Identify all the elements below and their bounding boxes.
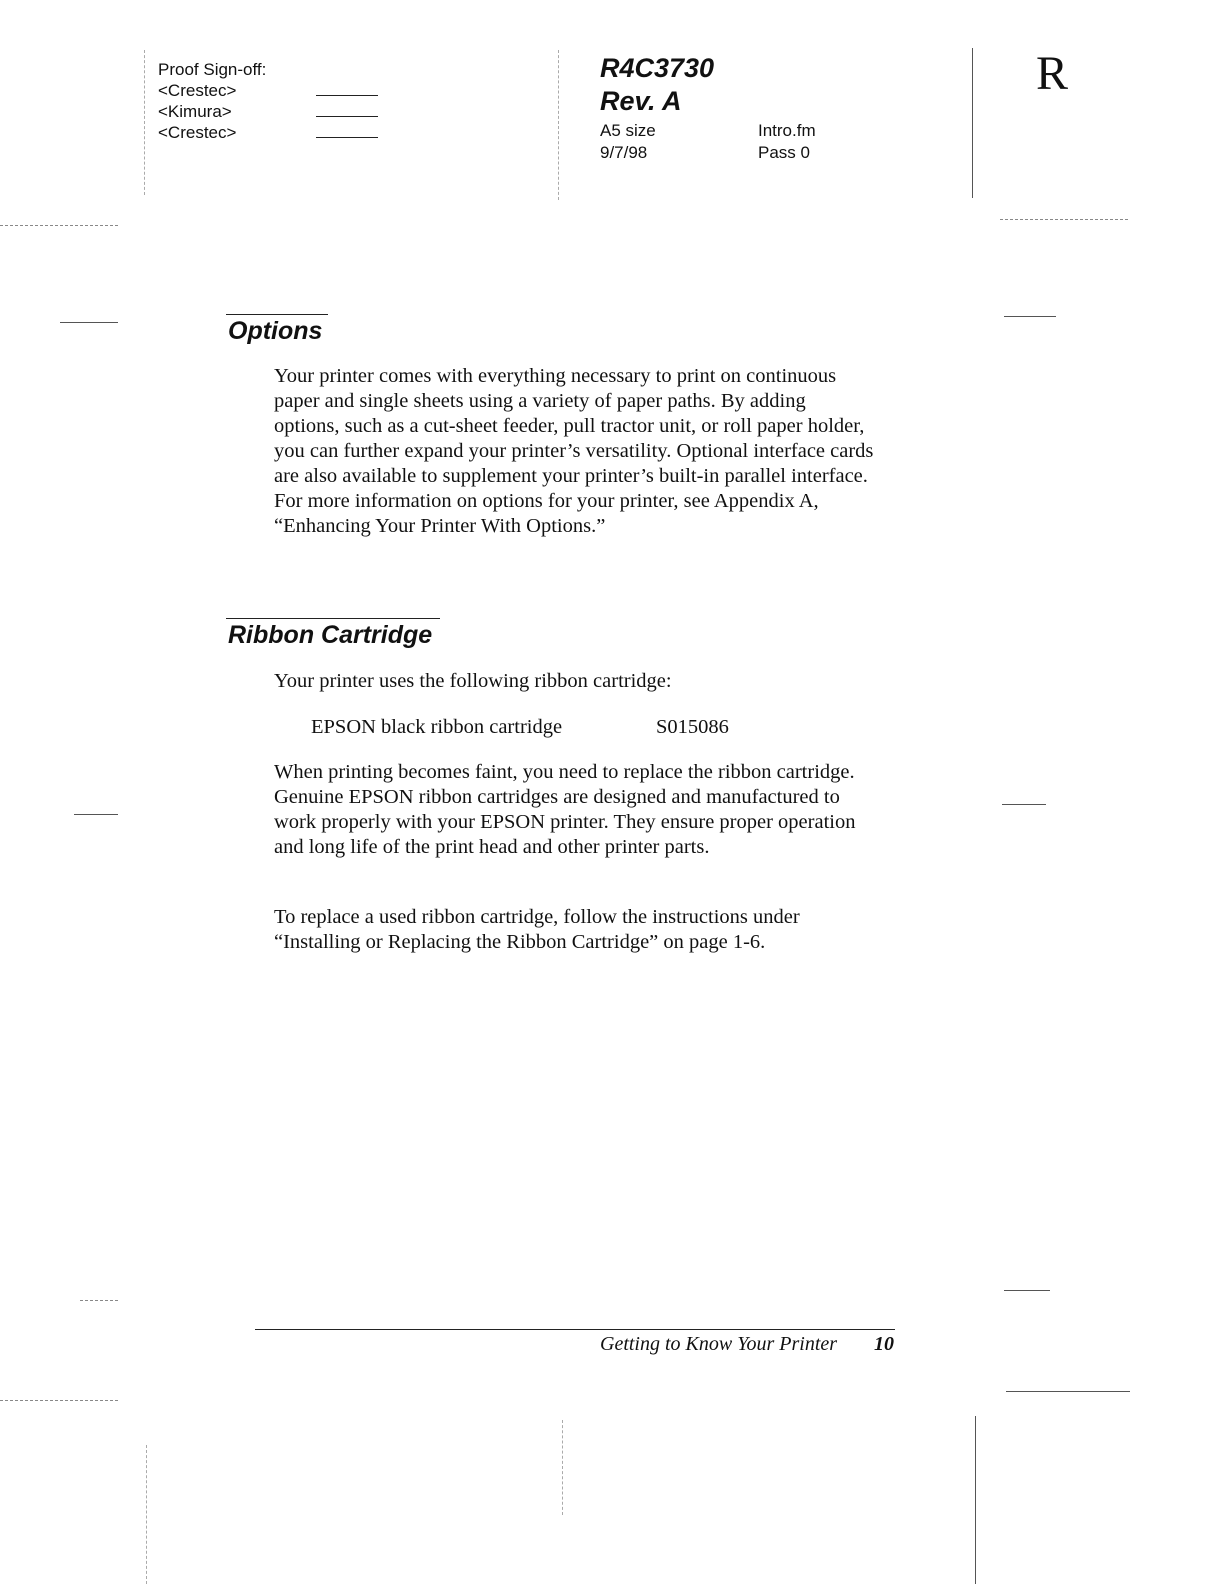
crop-mark <box>144 50 145 195</box>
signature-line <box>316 95 378 96</box>
document-meta <box>600 120 816 164</box>
signature-line <box>316 116 378 117</box>
proof-reviewer-name: <Kimura> <box>158 102 232 121</box>
crop-mark <box>1002 804 1046 805</box>
proof-pass: Pass 0 <box>758 143 810 162</box>
footer-rule <box>255 1329 895 1330</box>
crop-mark <box>1004 316 1056 317</box>
file-name: Intro.fm <box>758 121 816 140</box>
product-name: EPSON black ribbon cartridge <box>311 716 563 738</box>
crop-mark <box>146 1445 147 1584</box>
crop-mark <box>1004 1290 1050 1291</box>
ribbon-intro-paragraph: Your printer uses the following ribbon cartridge: <box>274 670 672 692</box>
proof-reviewer-row <box>158 101 378 122</box>
crop-mark <box>80 1300 118 1301</box>
product-row <box>311 715 729 740</box>
crop-mark <box>1006 1391 1130 1392</box>
options-paragraph: Your printer comes with everything necessary to print on continuous paper and single sheets using a variety of paper paths. By adding options, such as a cut-sheet feeder, pull tractor unit, or roll paper holder, you can further expand your printer’s versatility. Optional interface cards are also available to supplement your printer’s built-in parallel interface. For more information on options for your printer, see Appendix A, “Enhancing Your Printer With Options.” <box>274 365 874 537</box>
proof-reviewer-row <box>158 80 378 101</box>
footer-chapter-title: Getting to Know Your Printer <box>600 1333 838 1355</box>
proof-signoff-label: Proof Sign-off: <box>158 60 267 79</box>
proof-reviewer-name: <Crestec> <box>158 123 237 142</box>
crop-mark <box>562 1420 563 1515</box>
crop-mark <box>975 1416 976 1584</box>
crop-mark <box>1000 219 1128 220</box>
ribbon-instructions-paragraph: To replace a used ribbon cartridge, follow the instructions under “Installing or Replacing the Ribbon Cartridge” on page 1-6. <box>274 906 800 953</box>
page-size: A5 size <box>600 121 656 140</box>
crop-mark <box>0 1400 118 1401</box>
document-revision: Rev. A <box>600 86 682 116</box>
proof-reviewer-list <box>158 80 378 143</box>
crop-mark <box>74 814 118 815</box>
ribbon-replace-paragraph: When printing becomes faint, you need to replace the ribbon cartridge. Genuine EPSON ribbon cartridges are designed and manufactured to work properly with your EPSON printer. They ensure proper operation and long life of the print head and other printer parts. <box>274 761 856 858</box>
crop-mark <box>0 225 118 226</box>
crop-mark <box>558 50 559 200</box>
proof-reviewer-name: <Crestec> <box>158 81 237 100</box>
registration-letter: R <box>1036 47 1069 100</box>
document-id: R4C3730 <box>600 53 715 83</box>
ribbon-cartridge-heading: Ribbon Cartridge <box>228 621 433 649</box>
signature-line <box>316 137 378 138</box>
crop-mark <box>60 322 118 323</box>
crop-mark <box>972 48 973 198</box>
proof-reviewer-row <box>158 122 378 143</box>
page-number: 10 <box>874 1333 894 1355</box>
proof-date: 9/7/98 <box>600 143 648 162</box>
product-code: S015086 <box>656 716 729 738</box>
section-rule <box>226 314 328 315</box>
options-heading: Options <box>228 317 323 345</box>
section-rule <box>226 618 440 619</box>
document-id-block <box>600 52 714 118</box>
